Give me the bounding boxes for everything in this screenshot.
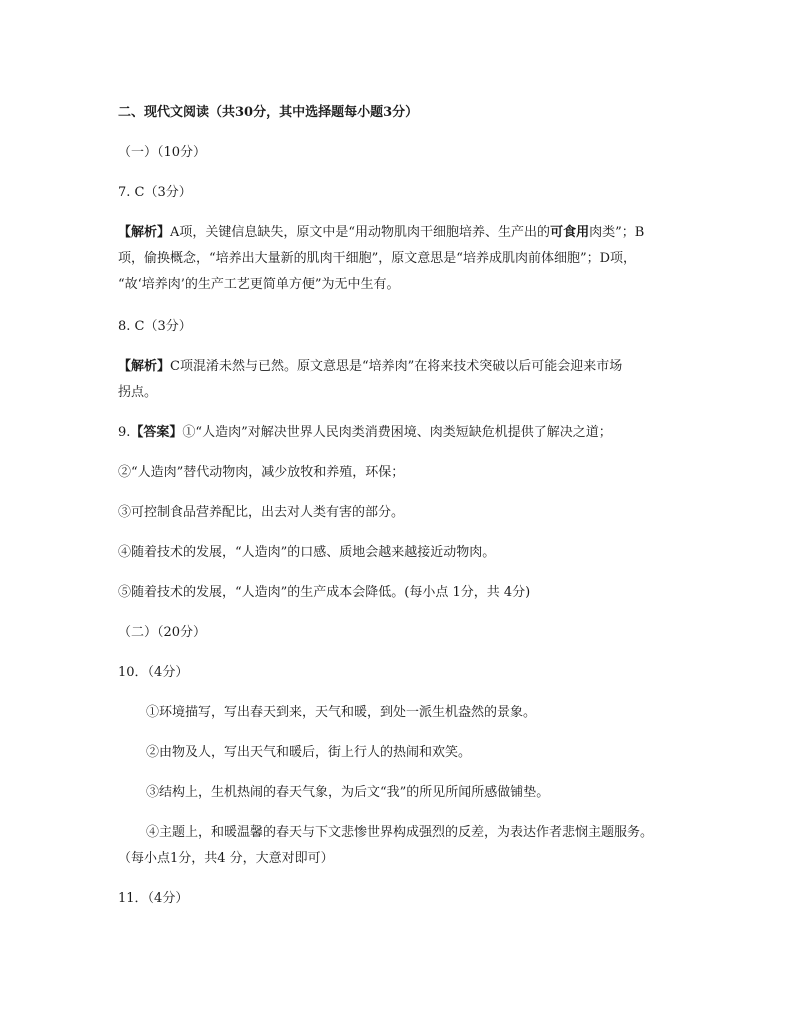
q10-point3: ③结构上，生机热闹的春天气象，为后文“我”的所见所闻所感做铺垫。	[146, 785, 550, 800]
q8-answer: 8. C（3分）	[118, 319, 192, 334]
q7-analysis-text-c: 肉类”；B	[589, 225, 645, 240]
q9-point5: ⑤随着技术的发展，“人造肉”的生产成本会降低。(每小点 1分，共 4分)	[118, 585, 531, 600]
q11-answer: 11．（4分）	[118, 891, 189, 906]
part2-heading: （二）（20分）	[118, 625, 207, 640]
q7-analysis-line2: 项，偷换概念，“培养出大量新的肌肉干细胞”，原文意思是“培养成肌肉前体细胞”；D项，	[118, 251, 637, 266]
analysis-label: 【解析】	[118, 359, 171, 374]
answer-label: 【答案】	[130, 425, 183, 440]
q10-answer: 10．（4分）	[118, 665, 189, 680]
q8-analysis-line1	[118, 358, 718, 376]
section-title: 二、现代文阅读（共30分，其中选择题每小题3分）	[118, 105, 419, 120]
part1-heading: （一）（10分）	[118, 145, 207, 160]
q7-answer: 7. C（3分）	[118, 185, 192, 200]
q9-prefix: 9.	[118, 425, 131, 440]
analysis-label: 【解析】	[118, 225, 171, 240]
q9-point3: ③可控制食品营养配比，出去对人类有害的部分。	[118, 505, 405, 520]
q10-point1: ①环境描写，写出春天到来，天气和暖，到处一派生机盎然的景象。	[146, 705, 537, 720]
q7-analysis-line1	[118, 224, 718, 242]
q9-point1	[118, 424, 718, 442]
q7-analysis-line3: “故‘培养肉’的生产工艺更简单方便”为无中生有。	[118, 277, 400, 292]
q9-point2: ②“人造肉”替代动物肉，减少放牧和养殖，环保；	[118, 465, 405, 480]
q7-analysis-emphasis: 可食用	[550, 225, 590, 240]
q10-point2: ②由物及人，写出天气和暖后，街上行人的热闹和欢笑。	[146, 745, 472, 760]
q10-point4: ④主题上，和暖温馨的春天与下文悲惨世界构成强烈的反差，为表达作者悲悯主题服务。	[146, 825, 654, 840]
q10-scoring: （每小点1分，共4 分，大意对即可）	[118, 851, 334, 866]
q7-analysis-text-a: A项，关键信息缺失，原文中是“用动物肌肉干细胞培养、生产出的	[170, 225, 551, 240]
q9-point4: ④随着技术的发展，“人造肉”的口感、质地会越来越接近动物肉。	[118, 545, 496, 560]
q8-analysis-text: C项混淆未然与已然。原文意思是“培养肉”在将来技术突破以后可能会迎来市场	[170, 359, 623, 374]
q9-point1-text: ①“人造肉”对解决世界人民肉类消费困境、肉类短缺危机提供了解决之道；	[182, 425, 612, 440]
q8-analysis-line2: 拐点。	[118, 385, 158, 400]
